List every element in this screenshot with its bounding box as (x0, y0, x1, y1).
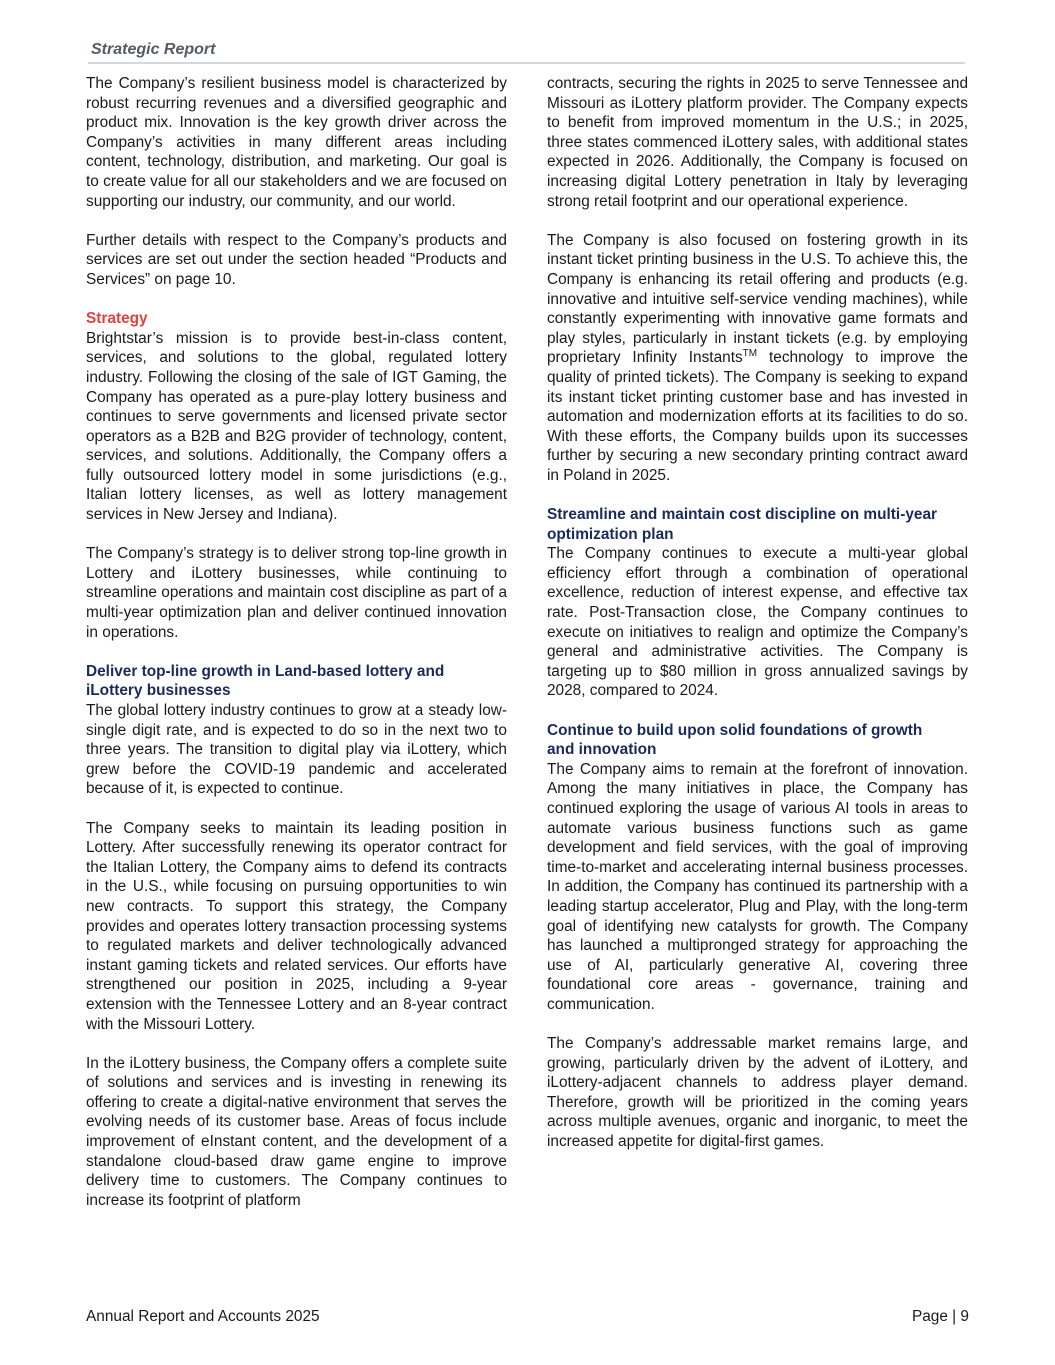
heading-foundations (547, 721, 968, 760)
paragraph-products-reference: Further details with respect to the Company’s products and services are set out under the section headed “Products and Services” on page 10. (86, 231, 507, 288)
paragraph-leading-position: The Company seeks to maintain its leading position in Lottery. After successfully renewing its operator contract for the Italian Lottery, the Company aims to defend its contracts in the U.S., while focusing on pursuing opportunities to win new contracts. To support this strategy, the Company provides and operates lottery transaction processing systems to regulated markets and deliver technologically advanced instant gaming tickets and related services. Our efforts have strengthened our position in 2025, including a 9-year extension with the Tennessee Lottery and an 8-year contract with the Missouri Lottery. (86, 819, 507, 1033)
right-column (547, 74, 968, 1152)
heading-line: Continue to build upon solid foundations of growth (547, 721, 923, 739)
header-divider (88, 62, 965, 64)
paragraph-addressable-market: The Company’s addressable market remains large, and growing, particularly driven by the advent of iLottery, and iLottery-adjacent channels to address player demand. Therefore, growth will be prioritized in the coming years across multiple avenues, organic and inorganic, to meet the increased appetite for digital-first games. (547, 1035, 968, 1151)
heading-line: Streamline and maintain cost discipline on multi-year (547, 506, 937, 524)
heading-line: optimization plan (547, 525, 674, 543)
text-segment: technology to improve the quality of printed tickets). The Company is seeking to expand its instant ticket printing customer base and has invested in automation and modernization efforts at its facilities to do so. With these efforts, the Company builds upon its successes further by securing a new secondary printing contract award in Poland in 2025. (547, 349, 968, 484)
heading-line: iLottery businesses (86, 682, 231, 700)
footer-report-title: Annual Report and Accounts 2025 (86, 1308, 320, 1325)
heading-top-line-growth (86, 662, 507, 701)
page-header (88, 40, 965, 64)
paragraph-platform-contracts: contracts, securing the rights in 2025 to serve Tennessee and Missouri as iLottery platform provider. The Company expects to benefit from improved momentum in the U.S.; in 2025, three states commenced iLottery sales, with additional states expected in 2026. Additionally, the Company is focused on increasing digital Lottery penetration in Italy by leveraging strong retail footprint and our operational experience. (547, 75, 968, 210)
paragraph-instant-tickets (547, 231, 968, 486)
heading-cost-discipline (547, 505, 968, 544)
heading-line: and innovation (547, 741, 657, 759)
paragraph-mission: Brightstar’s mission is to provide best-in-class content, services, and solutions to the global, regulated lottery industry. Following the closing of the sale of IGT Gaming, the Company has operated as a pure-play lottery business and continues to serve governments and licensed private sector operators as a B2B and B2G provider of technology, content, services, and solutions. Additionally, the Company offers a fully outsourced lottery model in some jurisdictions (e.g., Italian lottery licenses, as well as lottery management services in New Jersey and Indiana). (86, 329, 507, 524)
heading-line: Deliver top-line growth in Land-based lottery and (86, 662, 445, 680)
paragraph-efficiency: The Company continues to execute a multi-year global efficiency effort through a combination of operational excellence, reduction of interest expense, and effective tax rate. Post-Transaction close, the Company continues to execute on initiatives to realign and optimize the Company’s general and administrative activities. The Company is targeting up to $80 million in gross annualized savings by 2028, compared to 2024. (547, 545, 968, 700)
paragraph-ilottery-business: In the iLottery business, the Company offers a complete suite of solutions and services and is investing in renewing its offering to create a digital-native environment that serves the evolving needs of its customer base. Areas of focus include improvement of eInstant content, and the development of a standalone cloud-based draw game engine to improve delivery time to customers. The Company continues to increase its footprint of platform (86, 1054, 507, 1209)
paragraph-industry-growth: The global lottery industry continues to grow at a steady low-single digit rate, and is expected to do so in the next two to three years. The transition to digital play via iLottery, which grew before the COVID-19 pandemic and accelerated because of it, is expected to continue. (86, 702, 507, 798)
paragraph-strategy: The Company’s strategy is to deliver strong top-line growth in Lottery and iLottery businesses, while continuing to streamline operations and maintain cost discipline as part of a multi-year optimization plan and deliver continued innovation in operations. (86, 545, 507, 641)
paragraph-business-model: The Company’s resilient business model is characterized by robust recurring revenues and a diversified geographic and product mix. Innovation is the key growth driver across the Company’s activities in many different areas including content, technology, distribution, and marketing. Our goal is to create value for all our stakeholders and we are focused on supporting our industry, our community, and our world. (86, 75, 507, 210)
trademark-mark: TM (742, 348, 758, 360)
text-segment: The Company is also focused on fostering growth in its instant ticket printing business in the U.S. To achieve this, the Company is enhancing its retail offering and products (e.g. innovative and intuitive self-service vending machines), while constantly experimenting with innovative game formats and play styles, particularly in instant tickets (e.g. by employing proprietary Infinity Instants (547, 231, 968, 367)
paragraph-innovation: The Company aims to remain at the forefront of innovation. Among the many initiatives in place, the Company has continued exploring the usage of various AI tools in areas to automate various business functions such as game development and field services, with the goal of improving time-to-market and accelerating internal business processes. In addition, the Company has continued its partnership with a leading startup accelerator, Plug and Play, with the long-term goal of identifying new catalysts for growth. The Company has launched a multipronged strategy for approaching the use of AI, particularly generative AI, covering three foundational core areas - governance, training and communication. (547, 760, 968, 1013)
left-column (86, 74, 507, 1210)
section-title: Strategic Report (91, 41, 216, 58)
footer-page-number: Page | 9 (911, 1308, 969, 1325)
heading-strategy: Strategy (86, 310, 148, 328)
